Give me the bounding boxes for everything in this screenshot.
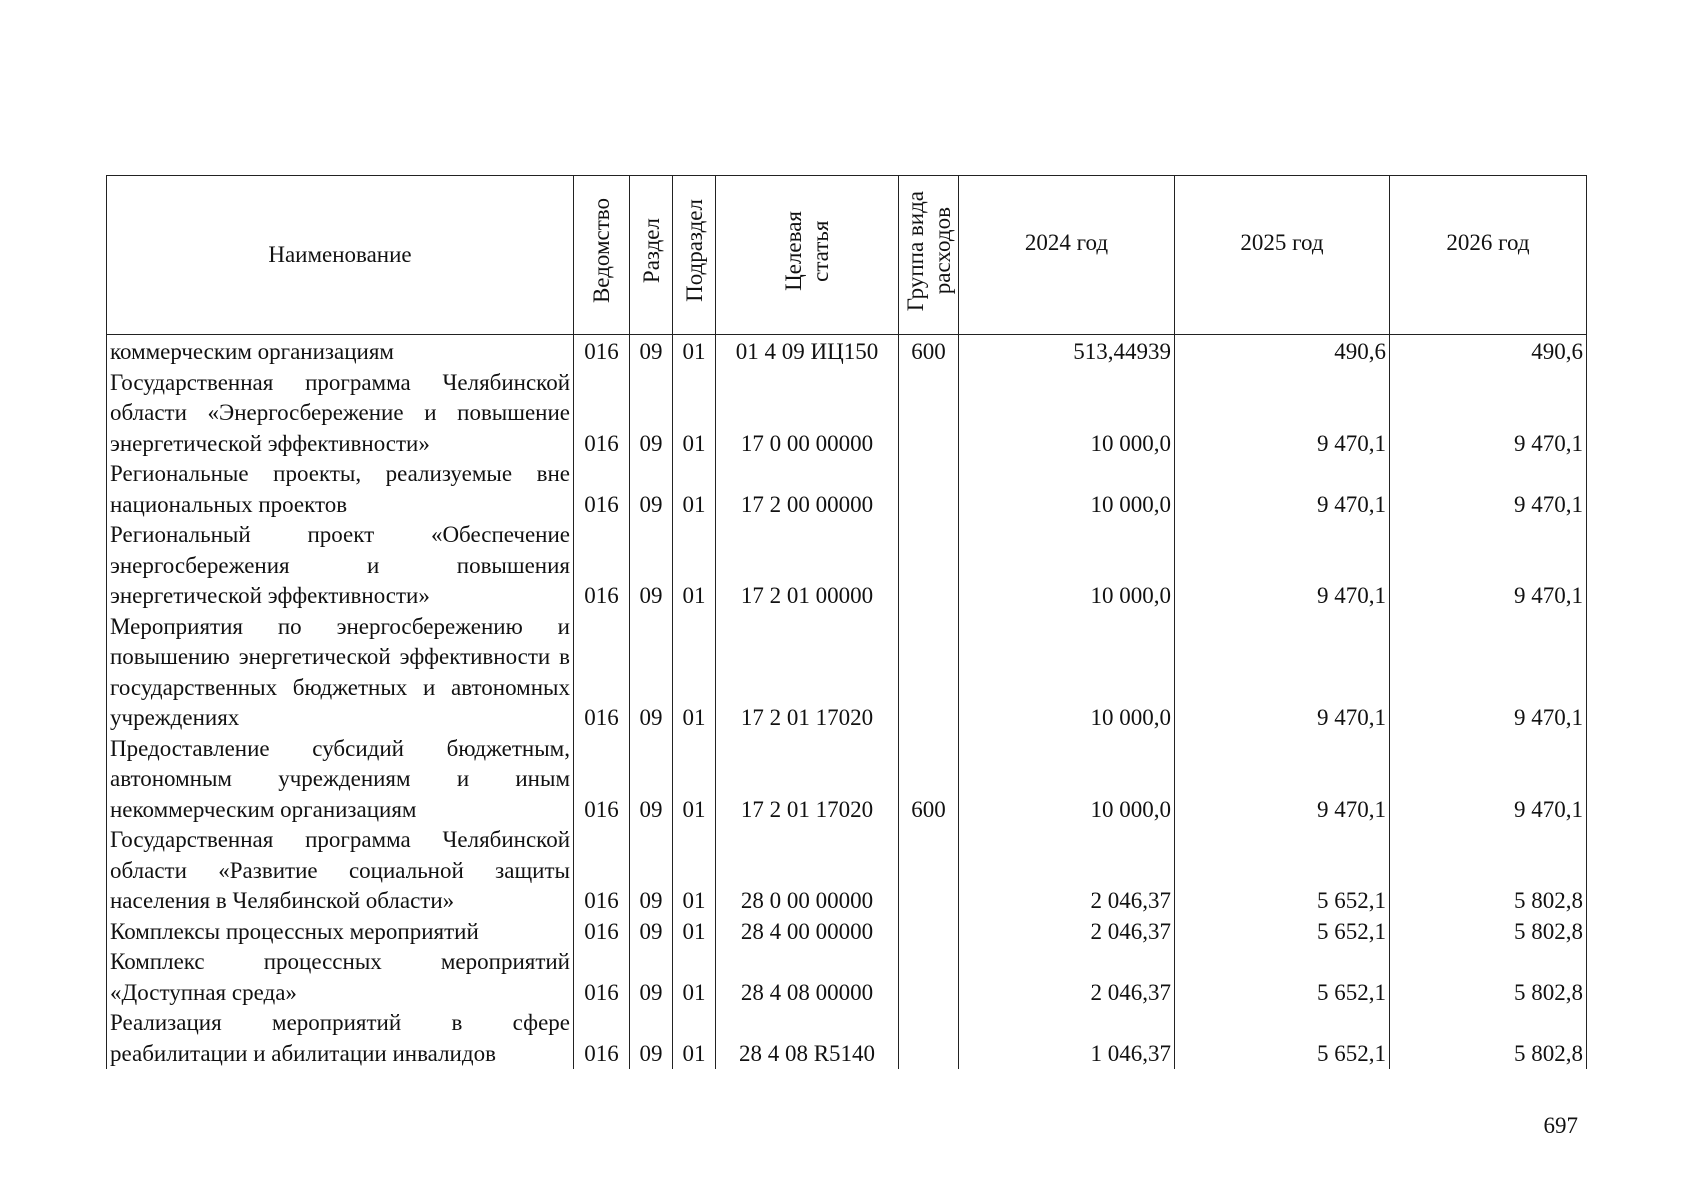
row-value-2026: 9 470,1 [1390, 368, 1587, 460]
row-department: 016 [574, 612, 630, 734]
row-value-2026: 490,6 [1390, 335, 1587, 368]
header-year-2026: 2026 год [1390, 176, 1587, 335]
row-value-2024: 2 046,37 [959, 947, 1175, 1008]
row-section: 09 [630, 368, 673, 460]
table-row [107, 734, 1587, 826]
row-subsection: 01 [673, 917, 716, 948]
row-target-article: 01 4 09 ИЦ150 [716, 335, 899, 368]
row-section: 09 [630, 520, 673, 612]
table-row [107, 917, 1587, 948]
row-value-2024: 2 046,37 [959, 917, 1175, 948]
row-value-2025: 9 470,1 [1175, 368, 1390, 460]
row-section: 09 [630, 825, 673, 917]
row-value-2024: 10 000,0 [959, 520, 1175, 612]
row-value-2025: 9 470,1 [1175, 612, 1390, 734]
row-value-2026: 5 802,8 [1390, 1008, 1587, 1069]
row-section: 09 [630, 1008, 673, 1069]
row-section: 09 [630, 612, 673, 734]
row-section: 09 [630, 459, 673, 520]
row-value-2026: 5 802,8 [1390, 825, 1587, 917]
row-subsection: 01 [673, 947, 716, 1008]
row-target-article: 17 0 00 00000 [716, 368, 899, 460]
row-subsection: 01 [673, 825, 716, 917]
row-department: 016 [574, 368, 630, 460]
row-target-article: 28 4 08 R5140 [716, 1008, 899, 1069]
row-expense-group [899, 459, 959, 520]
row-target-article: 28 0 00 00000 [716, 825, 899, 917]
row-department: 016 [574, 825, 630, 917]
row-target-article: 17 2 01 17020 [716, 612, 899, 734]
row-value-2026: 9 470,1 [1390, 459, 1587, 520]
row-department: 016 [574, 734, 630, 826]
table-row [107, 335, 1587, 368]
row-value-2024: 10 000,0 [959, 459, 1175, 520]
row-subsection: 01 [673, 520, 716, 612]
row-target-article: 28 4 08 00000 [716, 947, 899, 1008]
row-value-2026: 9 470,1 [1390, 520, 1587, 612]
row-expense-group [899, 368, 959, 460]
row-expense-group [899, 1008, 959, 1069]
header-expense-group: Группа вида расходов [899, 176, 959, 335]
row-value-2026: 9 470,1 [1390, 734, 1587, 826]
row-name: Региональный проект «Обеспечение энергосбережения и повышения энергетической эффективности» [107, 520, 574, 612]
row-department: 016 [574, 459, 630, 520]
row-value-2025: 5 652,1 [1175, 1008, 1390, 1069]
row-department: 016 [574, 917, 630, 948]
row-department: 016 [574, 947, 630, 1008]
row-subsection: 01 [673, 459, 716, 520]
row-expense-group [899, 947, 959, 1008]
row-name: Комплекс процессных мероприятий «Доступная среда» [107, 947, 574, 1008]
row-name: Комплексы процессных мероприятий [107, 917, 574, 948]
header-row [107, 176, 1587, 335]
row-expense-group [899, 917, 959, 948]
row-expense-group [899, 520, 959, 612]
row-value-2024: 10 000,0 [959, 368, 1175, 460]
row-value-2024: 10 000,0 [959, 612, 1175, 734]
header-name: Наименование [107, 176, 574, 335]
row-section: 09 [630, 917, 673, 948]
header-year-2024: 2024 год [959, 176, 1175, 335]
row-expense-group: 600 [899, 734, 959, 826]
row-department: 016 [574, 335, 630, 368]
table-row [107, 1008, 1587, 1069]
header-subsection: Подраздел [673, 176, 716, 335]
row-section: 09 [630, 335, 673, 368]
row-target-article: 17 2 01 17020 [716, 734, 899, 826]
table-row [107, 520, 1587, 612]
budget-table [106, 175, 1587, 1069]
table-row [107, 947, 1587, 1008]
row-name: Региональные проекты, реализуемые вне национальных проектов [107, 459, 574, 520]
row-expense-group [899, 612, 959, 734]
row-subsection: 01 [673, 368, 716, 460]
row-name: Реализация мероприятий в сфере реабилитации и абилитации инвалидов [107, 1008, 574, 1069]
table-row [107, 825, 1587, 917]
row-value-2025: 5 652,1 [1175, 917, 1390, 948]
row-target-article: 17 2 01 00000 [716, 520, 899, 612]
header-target-article: Целевая статья [716, 176, 899, 335]
row-name: Государственная программа Челябинской области «Развитие социальной защиты населения в Челябинской области» [107, 825, 574, 917]
row-target-article: 17 2 00 00000 [716, 459, 899, 520]
row-target-article: 28 4 00 00000 [716, 917, 899, 948]
row-value-2026: 5 802,8 [1390, 917, 1587, 948]
row-value-2025: 9 470,1 [1175, 459, 1390, 520]
table-row [107, 368, 1587, 460]
row-value-2025: 5 652,1 [1175, 825, 1390, 917]
row-value-2024: 10 000,0 [959, 734, 1175, 826]
row-subsection: 01 [673, 335, 716, 368]
row-subsection: 01 [673, 612, 716, 734]
table-body [107, 335, 1587, 1070]
row-value-2025: 490,6 [1175, 335, 1390, 368]
row-section: 09 [630, 734, 673, 826]
row-section: 09 [630, 947, 673, 1008]
row-value-2025: 5 652,1 [1175, 947, 1390, 1008]
row-department: 016 [574, 520, 630, 612]
header-section: Раздел [630, 176, 673, 335]
row-expense-group: 600 [899, 335, 959, 368]
table-row [107, 612, 1587, 734]
row-subsection: 01 [673, 1008, 716, 1069]
row-value-2025: 9 470,1 [1175, 734, 1390, 826]
header-year-2025: 2025 год [1175, 176, 1390, 335]
row-subsection: 01 [673, 734, 716, 826]
row-department: 016 [574, 1008, 630, 1069]
row-value-2024: 1 046,37 [959, 1008, 1175, 1069]
row-value-2024: 2 046,37 [959, 825, 1175, 917]
page-number: 697 [1543, 1113, 1578, 1138]
row-name: Мероприятия по энергосбережению и повышению энергетической эффективности в государственных бюджетных и автономных учреждениях [107, 612, 574, 734]
row-value-2024: 513,44939 [959, 335, 1175, 368]
row-expense-group [899, 825, 959, 917]
row-value-2026: 5 802,8 [1390, 947, 1587, 1008]
row-name: Государственная программа Челябинской области «Энергосбережение и повышение энергетической эффективности» [107, 368, 574, 460]
row-value-2026: 9 470,1 [1390, 612, 1587, 734]
row-name: Предоставление субсидий бюджетным, автономным учреждениям и иным некоммерческим организациям [107, 734, 574, 826]
header-department: Ведомство [574, 176, 630, 335]
row-name: коммерческим организациям [107, 335, 574, 368]
row-value-2025: 9 470,1 [1175, 520, 1390, 612]
table-row [107, 459, 1587, 520]
